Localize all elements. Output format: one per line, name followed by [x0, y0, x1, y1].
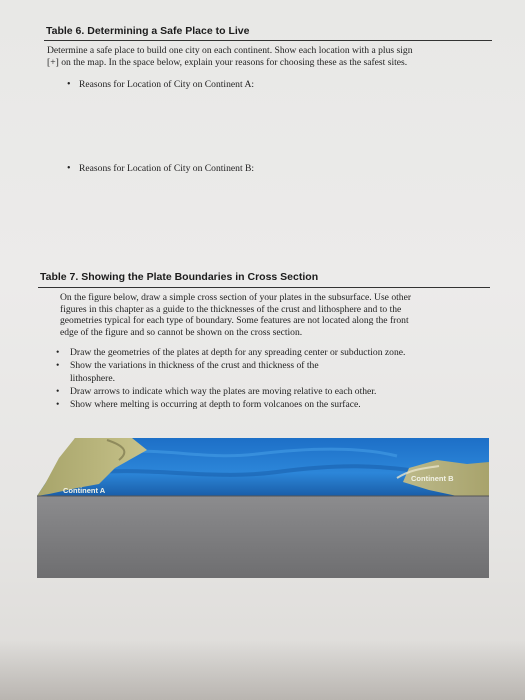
table7-rule — [38, 287, 490, 288]
table7-bullet-1 — [56, 346, 490, 359]
table7-paragraph — [60, 292, 490, 338]
bullet-text: Draw the geometries of the plates at depth for any spreading center or subduction zone. — [70, 347, 406, 358]
continent-a-label: Continent A — [63, 486, 106, 495]
block-diagram-svg — [37, 438, 489, 578]
bullet-dot: • — [67, 79, 71, 90]
table6-title: Table 6. Determining a Safe Place to Live — [46, 25, 250, 37]
bullet-text: Show where melting is occurring at depth to form volcanoes on the surface. — [70, 399, 361, 410]
table7-bullet-2 — [56, 359, 490, 372]
bullet-dot: • — [67, 163, 71, 174]
bullet-dot: • — [56, 360, 60, 371]
table6-rule — [44, 40, 492, 41]
bullet-text: Show the variations in thickness of the crust and thickness of the — [70, 360, 319, 371]
table7-title: Table 7. Showing the Plate Boundaries in Cross Section — [40, 271, 319, 283]
table7-bullet-4 — [56, 398, 490, 411]
continent-b-label: Continent B — [411, 474, 454, 483]
bullet-dot: • — [56, 399, 60, 410]
table6-bullet-b — [67, 163, 255, 175]
table7-bullet-3 — [56, 385, 490, 398]
table6-bullet-a — [67, 79, 255, 91]
table7-para-line: edge of the figure and so cannot be shown on the cross section. — [60, 326, 303, 338]
table7-bullet-list — [56, 346, 490, 411]
table6-instructions-line1: Determine a safe place to build one city on each continent. Show each location with a plus sign — [47, 45, 413, 56]
bullet-text: lithosphere. — [70, 373, 116, 384]
bullet-dot: • — [56, 347, 60, 358]
table7-bullet-2-cont — [70, 372, 490, 385]
bullet-dot: • — [56, 386, 60, 397]
page-bottom-shadow — [0, 640, 525, 700]
plate-block-diagram — [37, 438, 489, 578]
bullet-text: Reasons for Location of City on Continent A: — [79, 79, 255, 90]
table7-para-line: figures in this chapter as a guide to the thicknesses of the crust and lithosphere and to the — [60, 303, 402, 315]
bullet-text: Reasons for Location of City on Continent B: — [79, 163, 255, 174]
table7-para-line: On the figure below, draw a simple cross section of your plates in the subsurface. Use other — [60, 292, 412, 303]
bullet-text: Draw arrows to indicate which way the plates are moving relative to each other. — [70, 386, 377, 397]
table7-para-line: geometries typical for each type of boundary. Some features are not located along the front — [60, 315, 409, 327]
cross-section-front-face — [37, 496, 489, 578]
table6-instructions — [47, 45, 497, 68]
table6-instructions-line2: [+] on the map. In the space below, explain your reasons for choosing these as the safest sites. — [47, 56, 408, 68]
